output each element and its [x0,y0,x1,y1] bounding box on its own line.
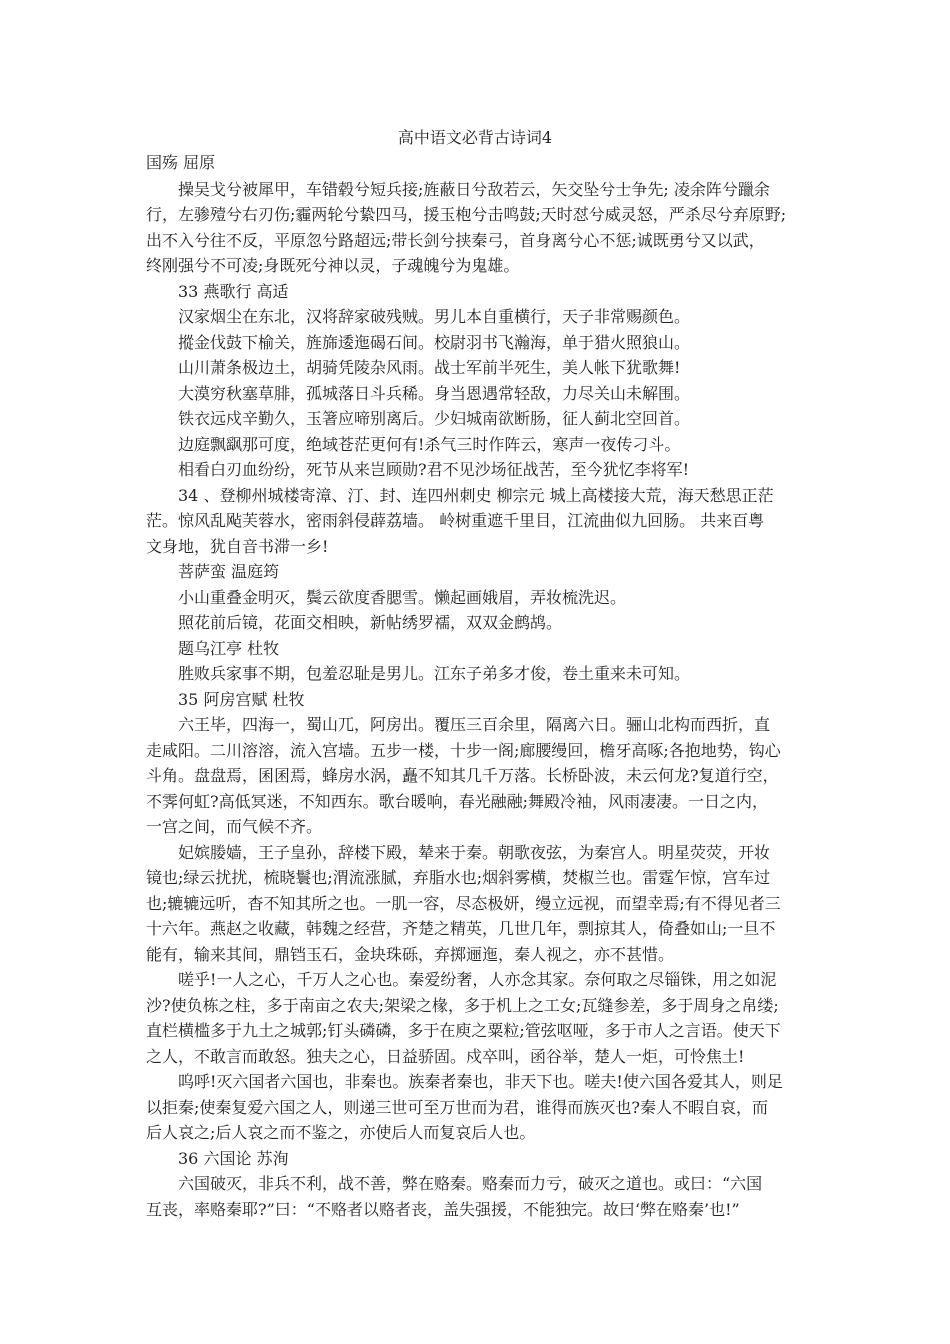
text-line: 镜也;绿云扰扰，梳晓鬟也;渭流涨腻，弃脂水也;烟斜雾横，焚椒兰也。雷霆乍惊，宫车过 [146,868,771,887]
text-line: 一宫之间，而气候不齐。 [146,817,323,836]
text-line: 大漠穷秋塞草腓，孤城落日斗兵稀。身当恩遇常轻敌，力尽关山未解围。 [178,384,691,403]
text-line: 十六年。燕赵之收藏，韩魏之经营，齐楚之精英，几世几年，剽掠其人，倚叠如山;一旦不 [146,919,776,938]
text-line: 终刚强兮不可凌;身既死兮神以灵，子魂魄兮为鬼雄。 [146,256,520,275]
text-line: 出不入兮往不反，平原忽兮路超远;带长剑兮挟秦弓，首身离兮心不惩;诚既勇兮又以武， [146,231,765,250]
text-line: 36 六国论 苏洵 [178,1149,289,1168]
text-line: 沙?使负栋之柱，多于南亩之农夫;架梁之椽，多于机上之工女;瓦缝参差，多于周身之帛缕; [146,996,779,1015]
text-line: 操吴戈兮被犀甲，车错毂兮短兵接;旌蔽日兮敌若云，矢交坠兮士争先; 凌余阵兮躐余 [178,180,770,199]
text-line: 直栏横槛多于九土之城郭;钉头磷磷，多于在庾之粟粒;管弦呕哑，多于市人之言语。使天下 [146,1021,781,1040]
text-line: 也;辘辘远听，杳不知其所之也。一肌一容，尽态极妍，缦立远视，而望幸焉;有不得见者三 [146,894,781,913]
text-line: 小山重叠金明灭，鬓云欲度香腮雪。懒起画娥眉，弄妆梳洗迟。 [178,588,627,607]
text-line: 六王毕，四海一，蜀山兀，阿房出。覆压三百余里，隔离六日。骊山北构而西折，直 [178,715,771,734]
text-line: 相看白刃血纷纷，死节从来岂顾勋?君不见沙场征战苦，至今犹忆李将军! [178,460,690,479]
text-line: 33 燕歌行 高适 [178,282,289,301]
text-line: 35 阿房宫赋 杜牧 [178,690,305,709]
text-line: 之人，不敢言而敢怒。独夫之心，日益骄固。戍卒叫，函谷举，楚人一炬，可怜焦土! [146,1047,745,1066]
text-line: 胜败兵家事不期，包羞忍耻是男儿。江东子弟多才俊，卷土重来未可知。 [178,664,691,683]
text-line: 边庭飘飖那可度，绝域苍茫更何有!杀气三时作阵云，寒声一夜传刁斗。 [178,435,681,454]
text-line: 六国破灭，非兵不利，战不善，弊在赂秦。赂秦而力亏，破灭之道也。或曰：“六国 [178,1174,763,1193]
document-title: 高中语文必背古诗词4 [397,128,553,147]
text-line: 文身地，犹自音书滞一乡! [146,537,329,556]
text-line: 呜呼!灭六国者六国也，非秦也。族秦者秦也，非天下也。嗟夫!使六国各爱其人，则足 [178,1072,783,1091]
text-line: 后人哀之;后人哀之而不鉴之，亦使后人而复哀后人也。 [146,1123,536,1142]
text-line: 题乌江亭 杜牧 [178,639,280,658]
text-line: 嗟乎!一人之心，千万人之心也。秦爱纷奢，人亦念其家。奈何取之尽锱铢，用之如泥 [178,970,777,989]
text-line: 山川萧条极边土，胡骑凭陵杂风雨。战士军前半死生，美人帐下犹歌舞! [178,358,681,377]
text-line: 34 、登柳州城楼寄漳、汀、封、连四州刺史 柳宗元 城上高楼接大荒，海天愁思正茫 [178,486,774,505]
text-line: 摐金伐鼓下榆关，旌旆逶迤碣石间。校尉羽书飞瀚海，单于猎火照狼山。 [178,333,691,352]
text-line: 照花前后镜，花面交相映，新帖绣罗襦，双双金鹧鸪。 [178,613,563,632]
text-line: 行，左骖殪兮右刃伤;霾两轮兮絷四马，援玉枹兮击鸣鼓;天时怼兮威灵怒，严杀尽兮弃原野; [146,205,787,224]
text-line: 斗角。盘盘焉，囷囷焉，蜂房水涡，矗不知其几千万落。长桥卧波，未云何龙?复道行空， [146,766,779,785]
text-line: 能有，输来其间，鼎铛玉石，金块珠砾，弃掷逦迤，秦人视之，亦不甚惜。 [146,945,675,964]
text-line: 菩萨蛮 温庭筠 [178,562,280,581]
text-line: 茫。惊风乱飐芙蓉水，密雨斜侵薜荔墙。 岭树重遮千里目，江流曲似九回肠。 共来百粤 [146,511,765,530]
text-line: 汉家烟尘在东北，汉将辞家破残贼。男儿本自重横行，天子非常赐颜色。 [178,307,691,326]
text-line: 互丧，率赂秦耶?”曰：“不赂者以赂者丧，盖失强援，不能独完。故曰‘弊在赂秦’也!” [146,1200,740,1219]
text-line: 妃嫔媵嫱，王子皇孙，辞楼下殿，辇来于秦。朝歌夜弦，为秦宫人。明星荧荧，开妆 [178,843,771,862]
text-line: 铁衣远戍辛勤久，玉箸应啼别离后。少妇城南欲断肠，征人蓟北空回首。 [178,409,691,428]
text-line: 不霁何虹?高低冥迷，不知西东。歌台暖响，春光融融;舞殿冷袖，风雨凄凄。一日之内， [146,792,768,811]
text-line: 以拒秦;使秦复爱六国之人，则递三世可至万世而为君，谁得而族灭也?秦人不暇自哀，而 [146,1098,768,1117]
text-line: 国殇 屈原 [146,153,216,172]
text-line: 走咸阳。二川溶溶，流入宫墙。五步一楼，十步一阁;廊腰缦回，檐牙高啄;各抱地势，钩心 [146,741,781,760]
